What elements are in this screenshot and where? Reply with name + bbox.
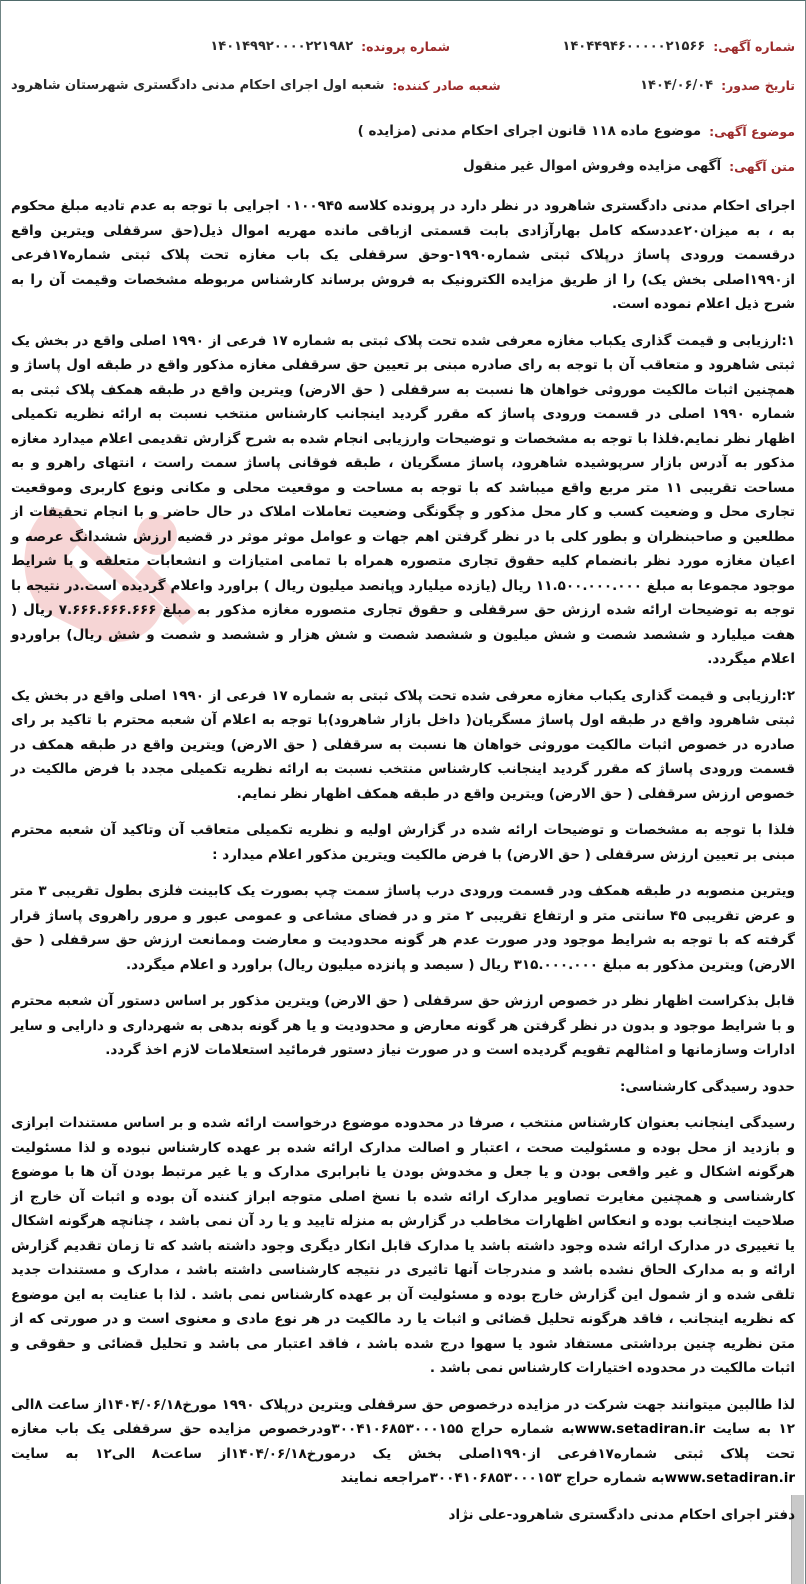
auction-text-part1: لذا طالبین میتوانند جهت شرکت در مزایده درخصوص حق سرقفلی ویترین درپلاک ۱۹۹۰ مورخ۱۴۰۴/۰۶/۱۸از ساعت ۸الی ۱۲ به سایت xyxy=(11,1396,795,1437)
auction-text-part3: به شماره حراج ۳۰۰۴۱۰۶۸۵۳۰۰۰۱۵۳مراجعه نمایند xyxy=(340,1470,665,1486)
ad-number-value: ۱۴۰۴۴۹۴۶۰۰۰۰۰۲۱۵۶۶ xyxy=(562,38,706,54)
ad-number-field xyxy=(450,39,795,54)
body-paragraph-intro: اجرای احکام مدنی دادگستری شاهرود در نظر دارد در پرونده کلاسه ۰۱۰۰۹۴۵ اجرایی با توجه به عدم تادیه مبلغ محکوم به ، به میزان۲۰عددسکه کامل بهارآزادی بابت قسمتی ازباقی مانده مهریه اموال ذیل(حق سرقفلی ویترین واقع درقسمت ورودی پاساژ درپلاک ثبتی شماره۱۹۹۰-وحق سرقفلی یک باب مغازه تحت پلاک ثبتی شماره۱۷فرعی از۱۹۹۰اصلی بخش یک) را از طریق مزایده الکترونیک به فروش برساند کارشناس مربوطه مشخصات وقیمت آن را به شرح ذیل اعلام نموده است. xyxy=(11,198,795,312)
case-number-field xyxy=(11,39,450,54)
notice-title: آگهی مزایده وفروش اموال غیر منقول xyxy=(462,158,722,174)
subject-row xyxy=(11,118,795,144)
notice-text-row xyxy=(11,153,795,179)
website-address: www.setadiran.ir xyxy=(664,1470,795,1486)
body-paragraph-vitrine-valuation: ویترین منصوبه در طبقه همکف ودر قسمت ورودی درب پاساژ سمت چپ بصورت یک کابینت فلزی بطول تقریبی ۳ متر و عرض تقریبی ۴۵ سانتی متر و ارتفاع تقریبی ۲ متر و در فضای مشاعی و عمومی عبور و مرور راهروی پاساژ قرار گرفته که با توجه به شرایط موجود ودر صورت عدم هر گونه محدودیت و معارضت وممانعت ارزش حق سرقفلی ( حق الارض) ویترین مذکور به مبلغ ۳۱۵.۰۰۰.۰۰۰ ریال ( سیصد و پانزده میلیون ریال) براورد و اعلام میگردد. xyxy=(11,883,796,973)
issue-date-value: ۱۴۰۴/۰۶/۰۴ xyxy=(640,77,714,93)
header-row-date-branch xyxy=(11,72,795,98)
auction-text-part2: به شماره حراج ۳۰۰۴۱۰۶۸۵۳۰۰۰۱۵۵ودرخصوص مزایده حق سرقفلی یک باب مغازه تحت پلاک ثبتی شماره۱۷فرعی از۱۹۹۰اصلی بخش یک درمورخ۱۴۰۴/۰۶/۱۸از ساعت۸ الی۱۲ به سایت xyxy=(11,1421,795,1462)
issue-date-label: تاریخ صدور: xyxy=(721,77,795,93)
subject-label: موضوع آگهی: xyxy=(709,123,795,139)
ad-number-label: شماره آگهی: xyxy=(713,38,795,54)
notice-text-label: متن آگهی: xyxy=(729,158,795,174)
case-number-label: شماره پرونده: xyxy=(361,38,450,54)
website-address: www.setadiran.ir xyxy=(574,1421,706,1437)
issuing-branch-label: شعبه صادر کننده: xyxy=(392,77,501,93)
scope-heading: حدود رسیدگی کارشناسی: xyxy=(620,1078,795,1095)
issuing-branch-value: شعبه اول اجرای احکام مدنی دادگستری شهرستان شاهرود xyxy=(11,77,385,93)
body-paragraph-item1: ۱:ارزیابی و قیمت گذاری یکباب مغازه معرفی شده تحت پلاک ثبتی به شماره ۱۷ فرعی از ۱۹۹۰ اصلی واقع در بخش یک ثبتی شاهرود و متعاقب آن با توجه به رای صادره مبنی بر تعیین حق سرقفلی مغازه مذکور واقع در طبقه اول پاساژ و همچنین اثبات مالکیت موروثی خواهان ها نسبت به سرقفلی ( حق الارض) ویترین واقع در طبقه همکف پلاک ثبتی به شماره ۱۹۹۰ اصلی در قسمت ورودی پاساژ که مقرر گردید اینجانب کارشناس منتخب نسبت به ارائه نظریه تکمیلی اظهار نظر نمایم.فلذا با توجه به مشخصات و توضیحات وارزیابی انجام شده به شرح گزارش تقدیمی اعلام میدارد مغازه مذکور به آدرس بازار سرپوشیده شاهرود، پاساژ مسگریان ، طبقه فوقانی پاساژ سمت راست ، انتهای راهرو و به مساحت تقریبی ۱۱ متر مربع واقع میباشد که با توجه به مساحت و موقعیت محلی و مکانی ونوع کاربری وموقعیت تجاری محل و وضعیت کسب و کار محل مذکور و چگونگی وضعیت تعاملات املاک در حال حاضر و با انجام تحقیقات از مطلعین و صاحبنظران و بطور کلی با در نظر گرفتن اهم جهات و عوامل موثر موثر در قضیه ارزش ششدانگ عرصه و اعیان مغازه مورد نظر بانضمام کلیه حقوق تجاری متصوره همراه با تمامی امتیازات و انشعابات متعلقه و با شرایط موجود مجموعا به مبلغ ۱۱.۵۰۰.۰۰۰.۰۰۰ ریال (یازده میلیارد وپانصد میلیون ریال ) براورد واعلام گردیده است.در نتیجه با توجه به توضیحات ارائه شده ارزش حق سرقفلی و حقوق تجاری متصوره مغازه مذکور به مبلغ ۷.۶۶۶.۶۶۶.۶۶۶ ریال ( هفت میلیارد و ششصد شصت و شش میلیون و ششصد شصت و شش هزار و ششصد و شصت و شش ریال) براوردو اعلام میگردد. xyxy=(11,332,796,667)
body-paragraph-item2: ۲:ارزیابی و قیمت گذاری یکباب مغازه معرفی شده تحت پلاک ثبتی به شماره ۱۷ فرعی از ۱۹۹۰ اصلی واقع در بخش یک ثبتی شاهرود واقع در طبقه اول پاساژ مسگریان( داخل بازار شاهرود)با توجه به اعلام آن شعبه محترم با تاکید بر رای صادره در خصوص اثبات مالکیت موروثی خواهان ها نسبت به سرقفلی ( حق الارض) ویترین واقع در طبقه همکف در قسمت ورودی پاساژ که مقرر گردید اینجانب کارشناس منتخب نسبت به ارائه نظریه تکمیلی مجدد با فرض مالکیت در خصوص ارزش سرقفلی ( حق الارض) ویترین واقع در طبقه همکف اظهار نظر نمایم. xyxy=(11,687,796,802)
header-row-numbers xyxy=(11,33,795,59)
notice-body xyxy=(11,194,795,1527)
subject-value: موضوع ماده ۱۱۸ قانون اجرای احکام مدنی (مزایده ) xyxy=(357,123,702,139)
signature: دفتر اجرای احکام مدنی دادگستری شاهرود-علی نژاد xyxy=(448,1506,795,1523)
issuing-branch-field xyxy=(11,78,501,93)
body-paragraph-note: قابل بذکراست اظهار نظر در خصوص ارزش حق سرقفلی ( حق الارض) ویترین مذکور بر اساس دستور آن شعبه محترم و با شرایط موجود و بدون در نظر گرفتن هر گونه معارض و محدودیت و یا هر گونه بدهی به شهرداری و دارایی و سایر ادارات وسازمانها و امثالهم تقویم گردیده است و در صورت نیاز دستور فرمائید استعلامات لازم اخذ گردد. xyxy=(11,993,795,1058)
body-paragraph-scope: رسیدگی اینجانب بعنوان کارشناس منتخب ، صرفا در محدوده موضوع درخواست ارائه شده و بر اساس مستندات ابرازی و بازدید از محل بوده و مسئولیت صحت ، اعتبار و اصالت مدارک ارائه شده بر عهده کارشناس نبوده و لذا مسئولیت هرگونه اشکال و غیر واقعی بودن و یا جعل و مخدوش بودن یا نابرابری مدارک و یا غیر مرتبط بودن آن ها با موضوع کارشناسی و همچنین مغایرت تصاویر مدارک ارائه شده با نسخ اصلی متوجه ابراز کننده آن بوده و اثبات آن خارج از صلاحیت اینجانب بوده و انعکاس اظهارات مخاطب در گزارش به منزله تایید و یا رد آن نمی باشد ، چنانچه هرگونه اشکال یا تغییری در مدارک ارائه شده وجود داشته باشد یا مدارک قابل انکار دیگری وجود داشته باشد که تا زمان تقدیم گزارش ارائه و به مدارک الحاق نشده باشد و مندرجات آنها تاثیری در نتیجه کارشناسی داشته باشد ، مدارک و مستندات جدید تلقی شده و از شمول این گزارش خارج بوده و مسئولیت آن بر عهده کارشناس نمی باشد . لذا با عنایت به این موضوع که نظریه اینجانب ، فاقد هرگونه تحلیل قضائی و اثبات یا رد مالکیت در هر نوع مادی و معنوی است و در صورتی که از متن نظریه چنین برداشتی مستفاد شود یا سهوا درج شده باشد ، فاقد اعتبار می باشد و تحلیل قضائی و حقوقی و اثبات مالکیت در محدوده اختیارات کارشناس نمی باشد . xyxy=(11,1115,795,1376)
body-paragraph-conclusion-intro: فلذا با توجه به مشخصات و توضیحات ارائه شده در گزارش اولیه و نظریه تکمیلی متعاقب آن وتاکید آن شعبه محترم مبنی بر تعیین ارزش سرقفلی ( حق الارض) با فرض مالکیت ویترین مذکور اعلام میدارد : xyxy=(11,822,795,863)
issue-date-field xyxy=(501,78,795,93)
case-number-value: ۱۴۰۱۴۹۹۲۰۰۰۰۲۲۱۹۸۲ xyxy=(210,38,354,54)
body-paragraph-auction xyxy=(11,1393,795,1491)
notice-content xyxy=(11,33,795,1527)
